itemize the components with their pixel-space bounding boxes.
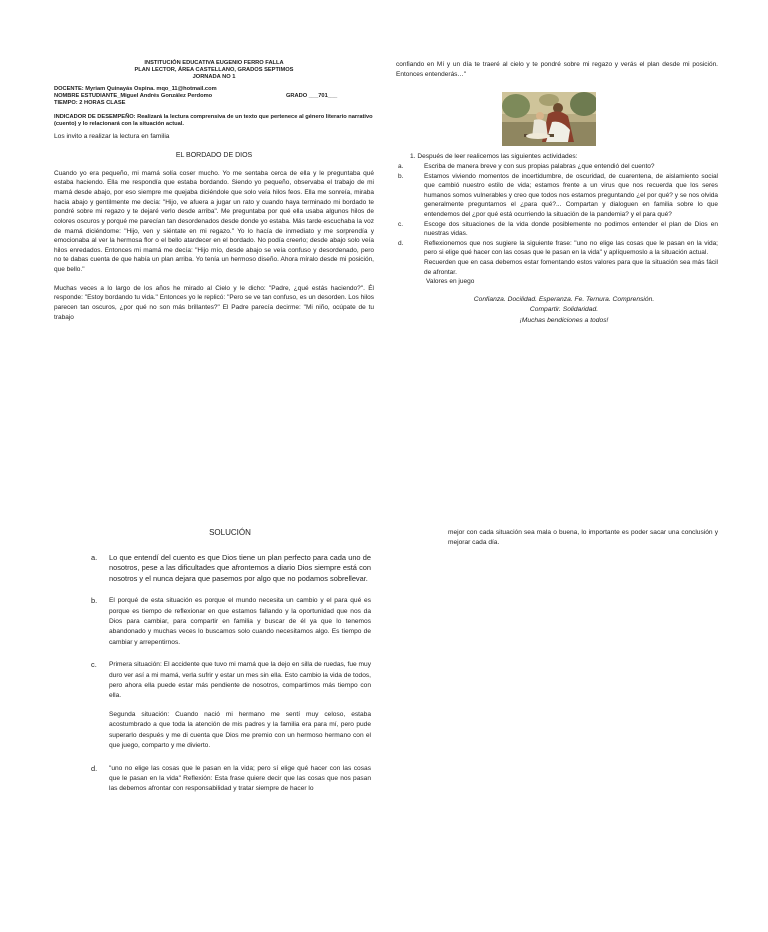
solution-a — [89, 553, 371, 584]
question-text: Reflexionemos que nos sugiere la siguiente frase: "uno no elige las cosas que le pasan en la vida; pero si elige qué hacer con las cosas que le pasan en la vida" y aplíquemoslo a la situación actual. — [424, 239, 718, 257]
values-label: Valores en juego — [426, 278, 475, 286]
performance-indicator: INDICADOR DE DESEMPEÑO: Realizará la lectura comprensiva de un texto que pertenece al género literario narrativo (cuento) y lo relacionará con la situación actual. — [54, 113, 373, 127]
question-letter: a. — [398, 163, 404, 170]
question-text: Escoge dos situaciones de la vida donde posiblemente no podimos entender el plan de Dios en nuestras vidas. — [424, 220, 718, 238]
worksheet-left-column — [54, 60, 374, 322]
values-line: Confianza. Docilidad. Esperanza. Fe. Ternura. Comprensión. — [473, 295, 655, 303]
question-d — [396, 239, 718, 258]
question-a — [396, 162, 718, 172]
solution-continuation: mejor con cada situación sea mala o buena, lo importante es poder sacar una conclusión y mejorar cada día. — [448, 529, 718, 547]
solution-section — [89, 528, 371, 807]
solution-c-second: Segunda situación: Cuando nació mi hermano me sentí muy celoso, estaba acostumbrado a que toda la atención de mis padres y la familia era para mí, pero pude superarlo después y me di cuenta que Dios me premio con un hermoso hermano con el que juego, comparto y me divierto. — [109, 710, 371, 750]
solution-letter: d. — [91, 763, 98, 773]
story-paragraph-2: Muchas veces a lo largo de los años he mirado al Cielo y le dicho: "Padre, ¿qué estás haciendo?". Él responde: "Estoy bordando tu vida." Entonces yo le replicó: "Pero se ve tan confuso, es un desorden. Los hilos parecen tan oscuros, ¿por qué no son más brillantes?" El Padre parecía decirme: "Mi niño, ocúpate de tu trabajo — [54, 284, 374, 321]
question-b — [396, 172, 718, 220]
time-line: TIEMPO: 2 HORAS CLASE — [54, 99, 126, 106]
plan-title: PLAN LECTOR, ÁREA CASTELLANO, GRADOS SEPTIMOS — [134, 66, 294, 73]
solution-title: SOLUCIÓN — [209, 528, 251, 537]
question-text: Escriba de manera breve y con sus propias palabras ¿que entendió del cuento? — [424, 163, 655, 170]
student-name: NOMBRE ESTUDIANTE_Miguel Andrés González Perdomo — [54, 93, 213, 100]
question-letter: b. — [398, 172, 404, 180]
activities-title: 1. Después de leer realicemos las siguientes actividades: — [410, 153, 578, 161]
solution-d — [89, 764, 371, 795]
story-continuation: confiando en Mí y un día te traeré al cielo y te pondré sobre mi regazo y verás el plan desde mi posición. Entonces entenderás…" — [396, 61, 718, 78]
question-c — [396, 220, 718, 239]
student-line — [54, 93, 374, 100]
solution-letter: a. — [91, 553, 98, 562]
mother-child-painting — [502, 92, 596, 146]
question-letter: c. — [398, 220, 404, 228]
solution-text: El porqué de esta situación es porque el mundo necesita un cambio y el para qué es porque es tiempo de reflexionar en que estamos fallando y la oportunidad que nos da Dios para cambiar, para compartir en familia y buscar de él ya que lo tenemos abandonado y muchas veces lo buscamos solo cuando necesitamos algo. Es tiempo de cambiar y arrepentirnos. — [109, 597, 371, 646]
school-header — [74, 60, 354, 80]
story-paragraph-1: Cuando yo era pequeño, mi mamá solía coser mucho. Yo me sentaba cerca de ella y le preguntaba qué estaba haciendo. Ella me respondía que estaba bordando. Siendo yo pequeño, observaba el trabajo de mi mamá desde abajo, por eso siempre me quejaba diciéndole que solo veía hilos feos. Ella me sonreía, miraba hacia abajo y gentilmente me decía: "Hijo, ve afuera a jugar un rato y cuando haya terminado mi bordado te pondré sobre mi regazo y te dejaré verlo desde arriba". Me preguntaba por qué ella usaba algunos hilos de colores oscuros y porqué me parecían tan desordenados desde donde yo estaba. Más tarde escuchaba la voz de mamá diciéndome: "Hijo, ven y siéntate en mi regazo." Yo lo hacía de inmediato y me sorprendía y emocionaba al ver la hermosa flor o el bello atardecer en el bordado. No podía creerlo; desde abajo solo veía hilos enredados. Entonces mi mamá me decía: "Hijo mío, desde abajo se veía confuso y desordenado, pero no te dabas cuenta de que había un plan arriba. Yo tenía un hermoso diseño. Ahora míralo desde mi posición, que bello." — [54, 169, 374, 274]
school-name: INSTITUCIÓN EDUCATIVA EUGENIO FERRO FALLA — [144, 60, 284, 66]
blessing-line: ¡Muchas bendiciones a todos! — [519, 316, 609, 324]
question-text: Estamos viviendo momentos de incertidumbre, de oscuridad, de cuarentena, de aislamiento social que cambió nuestro estilo de vida; estamos frente a un virus que nos recuerda que los seres humanos somos vulnerables y creo que todos nos estamos preguntando ¿el por qué? y se nos olvida generalmente preguntarnos el ¿para qué?... Compartan y dialoguen en familia sobre lo que entendemos del ¿por qué está ocurriendo la situación de la pandemia? y el para qué? — [424, 172, 718, 218]
worksheet-right-column — [396, 60, 718, 326]
story-title: EL BORDADO DE DIOS — [175, 151, 253, 159]
solution-text: Primera situación: El accidente que tuvo mi mamá que la dejo en silla de ruedas, fue muy duro ver así a mi mamá, verla sufrir y estar un mes sin ella. Esto cambio la vida de todos, pero ahora ella puede estar más pendiente de nosotros, compartimos más tiempo con ella. — [109, 661, 371, 700]
solution-letter: c. — [91, 660, 97, 670]
solution-text: Lo que entendí del cuento es que Dios tiene un plan perfecto para cada uno de nosotros, pese a las dificultades que afrontemos a diario Dios siempre está con nosotros y el nunca dejara que pasemos por algo que no podamos sobrellevar. — [109, 553, 371, 583]
solution-c — [89, 660, 371, 702]
solution-b — [89, 596, 371, 648]
solution-text: "uno no elige las cosas que le pasan en la vida; pero sí elige qué hacer con las cosas que le pasan en la vida" Reflexión: Esta frase quiere decir que las cosas que nos pasan las debemos afrontar con responsabilidad y tratar siempre de hacer lo — [109, 764, 371, 793]
grade-field: GRADO ___701___ — [286, 93, 338, 100]
solution-letter: b. — [91, 596, 98, 606]
values-reminder: Recuerden que en casa debemos estar fomentando estos valores para que la situación sea más fácil de afrontar. — [424, 258, 718, 276]
values-list — [410, 295, 718, 327]
values-line: Compartir. Solidaridad. — [529, 306, 599, 314]
reading-invite: Los invito a realizar la lectura en familia — [54, 133, 170, 141]
question-letter: d. — [398, 239, 404, 247]
jornada: JORNADA NO 1 — [192, 73, 236, 80]
docente-line: DOCENTE: Myriam Quinayás Ospina. mqo_11@hotmail.com — [54, 86, 217, 93]
